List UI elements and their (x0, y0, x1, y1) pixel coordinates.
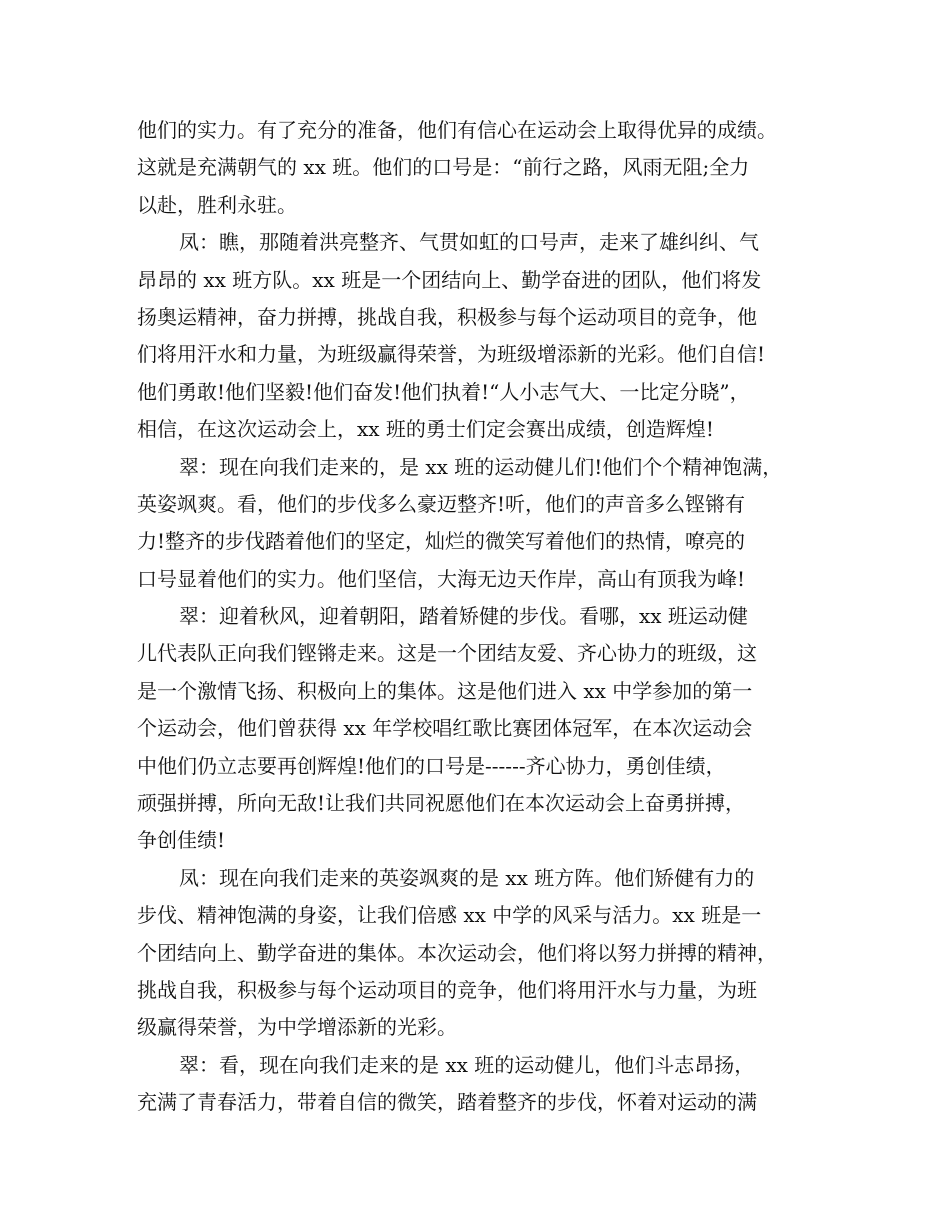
paragraph-first-line: 凤：瞧，那随着洪亮整齐、气贯如虹的口号声，走来了雄纠纠、气 (179, 230, 759, 255)
text-line: 个运动会，他们曾获得 xx 年学校唱红歌比赛团体冠军，在本次运动会 (137, 716, 753, 741)
paragraph-first-line: 翠：看，现在向我们走来的是 xx 班的运动健儿，他们斗志昂扬， (179, 1052, 755, 1077)
text-line: 相信，在这次运动会上，xx 班的勇士们定会赛出成绩，创造辉煌! (137, 417, 714, 442)
text-line: 他们的实力。有了充分的准备，他们有信心在运动会上取得优异的成绩。 (137, 118, 777, 142)
text-line: 口号显着他们的实力。他们坚信，大海无边天作岸，高山有顶我为峰! (137, 566, 746, 591)
paragraph-first-line: 翠：迎着秋风，迎着朝阳，踏着矫健的步伐。看哪，xx 班运动健 (179, 604, 748, 629)
text-line: 顽强拼搏，所向无敌!让我们共同祝愿他们在本次运动会上奋勇拼搏， (137, 791, 746, 816)
text-line: 步伐、精神饱满的身姿，让我们倍感 xx 中学的风采与活力。xx 班是一 (137, 903, 762, 928)
paragraph-first-line: 凤：现在向我们走来的英姿飒爽的是 xx 班方阵。他们矫健有力的 (179, 865, 755, 890)
text-line: 扬奥运精神，奋力拼搏，挑战自我，积极参与每个运动项目的竞争，他 (137, 304, 757, 329)
text-line: 昂昂的 xx 班方队。xx 班是一个团结向上、勤学奋进的团队，他们将发 (137, 267, 762, 292)
paragraph-first-line: 翠：现在向我们走来的，是 xx 班的运动健儿们!他们个个精神饱满， (179, 454, 783, 479)
text-line: 个团结向上、勤学奋进的集体。本次运动会，他们将以努力拼搏的精神， (137, 940, 777, 965)
text-line: 儿代表队正向我们铿锵走来。这是一个团结友爱、齐心协力的班级，这 (137, 641, 757, 666)
text-line: 他们勇敢!他们坚毅!他们奋发!他们执着!“人小志气大、一比定分晓”， (137, 379, 750, 404)
text-line: 级赢得荣誉，为中学增添新的光彩。 (137, 1015, 457, 1040)
document-body (137, 112, 827, 1122)
text-line: 充满了青春活力，带着自信的微笑，踏着整齐的步伐，怀着对运动的满 (137, 1090, 757, 1115)
text-line: 力!整齐的步伐踏着他们的坚定，灿烂的微笑写着他们的热情，嘹亮的 (137, 529, 746, 554)
text-line: 是一个激情飞扬、积极向上的集体。这是他们进入 xx 中学参加的第一 (137, 678, 753, 703)
text-line: 挑战自我，积极参与每个运动项目的竞争，他们将用汗水与力量，为班 (137, 977, 757, 1002)
text-line: 中他们仍立志要再创辉煌!他们的口号是------齐心协力，勇创佳绩， (137, 753, 726, 778)
text-line: 争创佳绩! (137, 828, 226, 853)
text-line: 们将用汗水和力量，为班级赢得荣誉，为班级增添新的光彩。他们自信! (137, 342, 766, 367)
text-line: 英姿飒爽。看，他们的步伐多么豪迈整齐!听，他们的声音多么铿锵有 (137, 491, 746, 516)
text-line: 以赴，胜利永驻。 (137, 192, 297, 217)
text-line: 这就是充满朝气的 xx 班。他们的口号是：“前行之路，风雨无阻;全力 (137, 155, 750, 180)
